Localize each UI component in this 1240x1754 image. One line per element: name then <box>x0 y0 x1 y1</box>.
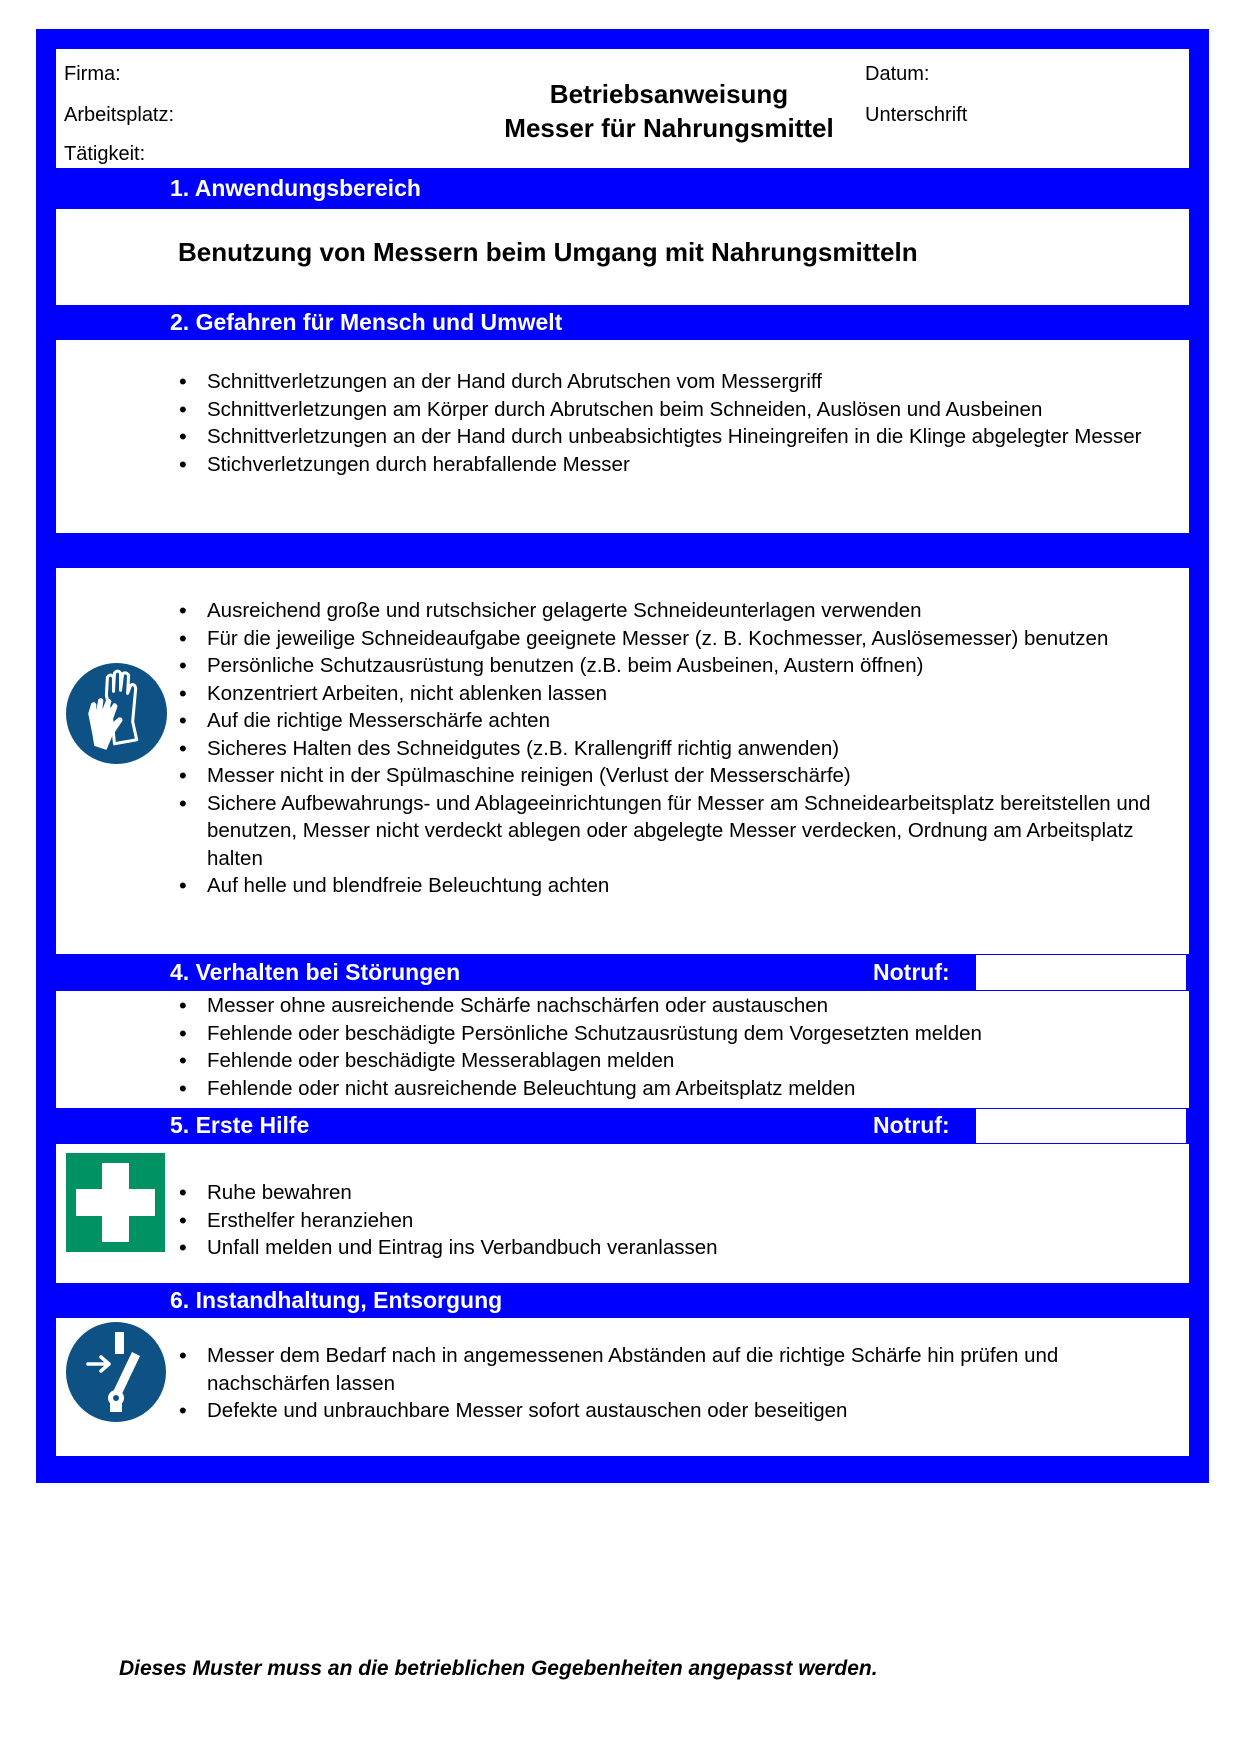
title-line-2: Messer für Nahrungsmittel <box>504 113 834 143</box>
list-item: • Messer nicht in der Spülmaschine reinigen (Verlust der Messerschärfe) <box>56 762 1182 790</box>
notruf-label: Notruf: <box>873 1111 950 1138</box>
datum-label: Datum: <box>865 63 930 85</box>
section-6-body <box>56 1318 1189 1456</box>
scope-text: Benutzung von Messern beim Umgang mit Nahrungsmitteln <box>178 237 918 267</box>
list-item: • Auf helle und blendfreie Beleuchtung achten <box>56 872 1182 900</box>
section-1-body <box>56 209 1189 305</box>
list-item: • Sicheres Halten des Schneidgutes (z.B. Krallengriff richtig anwenden) <box>56 735 1182 763</box>
list-item: • Stichverletzungen durch herabfallende Messer <box>56 451 1182 479</box>
list-item: • Für die jeweilige Schneideaufgabe geeignete Messer (z. B. Kochmesser, Auslösemesser) benutzen <box>56 625 1182 653</box>
list-item: • Ausreichend große und rutschsicher gelagerte Schneideunterlagen verwenden <box>56 597 1182 625</box>
section-1-title: 1. Anwendungsbereich <box>170 174 421 201</box>
arbeitsplatz-label: Arbeitsplatz: <box>64 104 175 126</box>
notruf-field[interactable] <box>975 1108 1187 1144</box>
section-4-header <box>56 954 1189 991</box>
protective-measures-list <box>56 597 1182 900</box>
maintenance-list <box>56 1342 1182 1425</box>
list-item: • Schnittverletzungen an der Hand durch Abrutschen vom Messergriff <box>56 368 1182 396</box>
list-item: • Fehlende oder beschädigte Persönliche Schutzausrüstung dem Vorgesetzten melden <box>56 1020 1182 1048</box>
section-1-header <box>56 169 1189 209</box>
list-item: • Schnittverletzungen am Körper durch Abrutschen beim Schneiden, Auslösen und Ausbeinen <box>56 396 1182 424</box>
section-4-title: 4. Verhalten bei Störungen <box>170 958 461 985</box>
section-2-title: 2. Gefahren für Mensch und Umwelt <box>170 308 563 335</box>
firma-label: Firma: <box>64 63 121 85</box>
notruf-label: Notruf: <box>873 958 950 985</box>
list-item: • Defekte und unbrauchbare Messer sofort austauschen oder beseitigen <box>56 1397 1182 1425</box>
list-item: • Persönliche Schutzausrüstung benutzen (z.B. beim Ausbeinen, Austern öffnen) <box>56 652 1182 680</box>
list-item: • Konzentriert Arbeiten, nicht ablenken lassen <box>56 680 1182 708</box>
list-item: • Ersthelfer heranziehen <box>56 1207 1182 1235</box>
section-4-body <box>56 991 1189 1108</box>
page-title <box>416 77 922 145</box>
title-line-1: Betriebsanweisung <box>549 79 789 109</box>
notruf-field[interactable] <box>975 954 1187 991</box>
section-2-header <box>56 305 1189 340</box>
section-6-title: 6. Instandhaltung, Entsorgung <box>170 1286 503 1313</box>
list-item: • Messer dem Bedarf nach in angemessenen Abständen auf die richtige Schärfe hin prüfen und nachschärfen lassen <box>56 1342 1182 1397</box>
footer-note: Dieses Muster muss an die betrieblichen Gegebenheiten angepasst werden. <box>119 1657 878 1680</box>
section-6-header <box>56 1283 1189 1318</box>
list-item: • Ruhe bewahren <box>56 1179 1182 1207</box>
section-5-header <box>56 1108 1189 1144</box>
list-item: • Sichere Aufbewahrungs- und Ablageeinrichtungen für Messer am Schneidearbeitsplatz bereitstellen und benutzen, Messer nicht verdeckt ablegen oder abgelegte Messer verdecken, Ordnung am Arbeitsplatz halten <box>56 790 1182 873</box>
taetigkeit-label: Tätigkeit: <box>64 143 146 165</box>
list-item: • Unfall melden und Eintrag ins Verbandbuch veranlassen <box>56 1234 1182 1262</box>
list-item: • Schnittverletzungen an der Hand durch unbeabsichtigtes Hineingreifen in die Klinge abgelegter Messer <box>56 423 1182 451</box>
section-5-body <box>56 1144 1189 1283</box>
malfunction-list <box>56 992 1182 1102</box>
list-item: • Messer ohne ausreichende Schärfe nachschärfen oder austauschen <box>56 992 1182 1020</box>
first-aid-list <box>56 1179 1182 1262</box>
list-item: • Fehlende oder beschädigte Messerablagen melden <box>56 1047 1182 1075</box>
section-3-header <box>56 533 1189 568</box>
document-header <box>56 49 1189 168</box>
hazards-list <box>56 368 1182 478</box>
list-item: • Auf die richtige Messerschärfe achten <box>56 707 1182 735</box>
section-3-body <box>56 568 1189 954</box>
section-2-body <box>56 340 1189 533</box>
unterschrift-label: Unterschrift <box>865 104 968 126</box>
list-item: • Fehlende oder nicht ausreichende Beleuchtung am Arbeitsplatz melden <box>56 1075 1182 1103</box>
section-5-title: 5. Erste Hilfe <box>170 1111 310 1138</box>
